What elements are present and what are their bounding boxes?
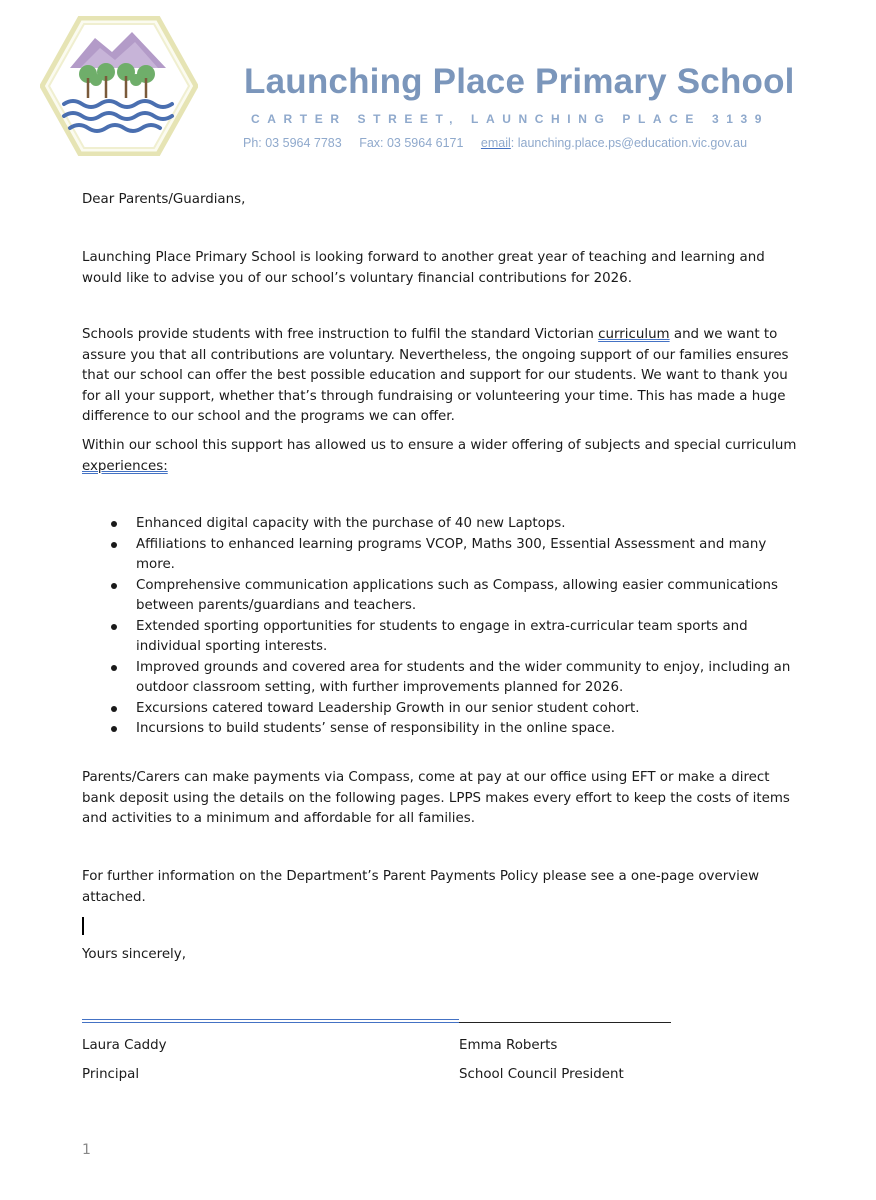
list-item: Extended sporting opportunities for students to engage in extra-curricular team sports and individual sporting interests. xyxy=(108,617,798,658)
closing: Yours sincerely, xyxy=(82,947,186,962)
list-item: Improved grounds and covered area for students and the wider community to enjoy, including an outdoor classroom setting, with further improvements planned for 2026. xyxy=(108,658,798,699)
paragraph-curriculum-text: Schools provide students with free instruction to fulfil the standard Victorian xyxy=(82,327,599,342)
principal-title: Principal xyxy=(82,1067,140,1082)
list-item: Comprehensive communication applications such as Compass, allowing easier communications between parents/guardians and teachers. xyxy=(108,576,798,617)
email-address[interactable]: : launching.place.ps@education.vic.gov.au xyxy=(510,136,748,150)
paragraph-support-text: Within our school this support has allowed us to ensure a wider offering of subjects and special curriculum xyxy=(82,438,797,453)
school-address: CARTER STREET, LAUNCHING PLACE 3139 xyxy=(251,112,770,126)
greeting: Dear Parents/Guardians, xyxy=(82,192,246,207)
page-number: 1 xyxy=(82,1142,91,1158)
paragraph-policy: For further information on the Department’s Parent Payments Policy please see a one-page overview attached. xyxy=(82,869,760,905)
paragraph-curriculum-text: and we want to assure you that all contributions are voluntary. Nevertheless, the ongoing support of our families ensures that our school can offer the best possible education and support for our students. We want to thank you for all your support, whether that’s through fundraising or volunteering your time. This has made a huge difference to our school and the programs we can offer. xyxy=(82,327,789,424)
school-contact-line xyxy=(243,136,747,150)
spellcheck-word: curriculum xyxy=(598,327,670,342)
paragraph-curriculum xyxy=(82,325,802,428)
phone-number: Ph: 03 5964 7783 xyxy=(243,136,342,150)
signature-line-right xyxy=(459,1022,671,1023)
president-name: Emma Roberts xyxy=(459,1038,558,1053)
spellcheck-word: experiences: xyxy=(82,458,168,474)
paragraph-payments: Parents/Carers can make payments via Compass, come at pay at our office using EFT or make a direct bank deposit using the details on the following pages. LPPS makes every effort to keep the costs of items and activities to a minimum and affordable for all families. xyxy=(82,770,790,826)
paragraph-support xyxy=(82,436,802,477)
paragraph-intro: Launching Place Primary School is looking forward to another great year of teaching and learning and would like to advise you of our school’s voluntary financial contributions for 2026. xyxy=(82,250,765,286)
list-item: Incursions to build students’ sense of responsibility in the online space. xyxy=(108,719,798,740)
email-label: email xyxy=(480,136,511,150)
text-cursor xyxy=(82,917,84,935)
benefits-list xyxy=(108,514,798,740)
president-title: School Council President xyxy=(459,1067,624,1082)
school-crest-icon xyxy=(40,16,198,156)
school-name: Launching Place Primary School xyxy=(244,62,795,101)
signature-line-left xyxy=(82,1019,459,1023)
list-item: Affiliations to enhanced learning programs VCOP, Maths 300, Essential Assessment and many more. xyxy=(108,535,798,576)
principal-name: Laura Caddy xyxy=(82,1038,167,1053)
list-item: Excursions catered toward Leadership Growth in our senior student cohort. xyxy=(108,699,798,720)
list-item: Enhanced digital capacity with the purchase of 40 new Laptops. xyxy=(108,514,798,535)
fax-number: Fax: 03 5964 6171 xyxy=(359,136,464,150)
